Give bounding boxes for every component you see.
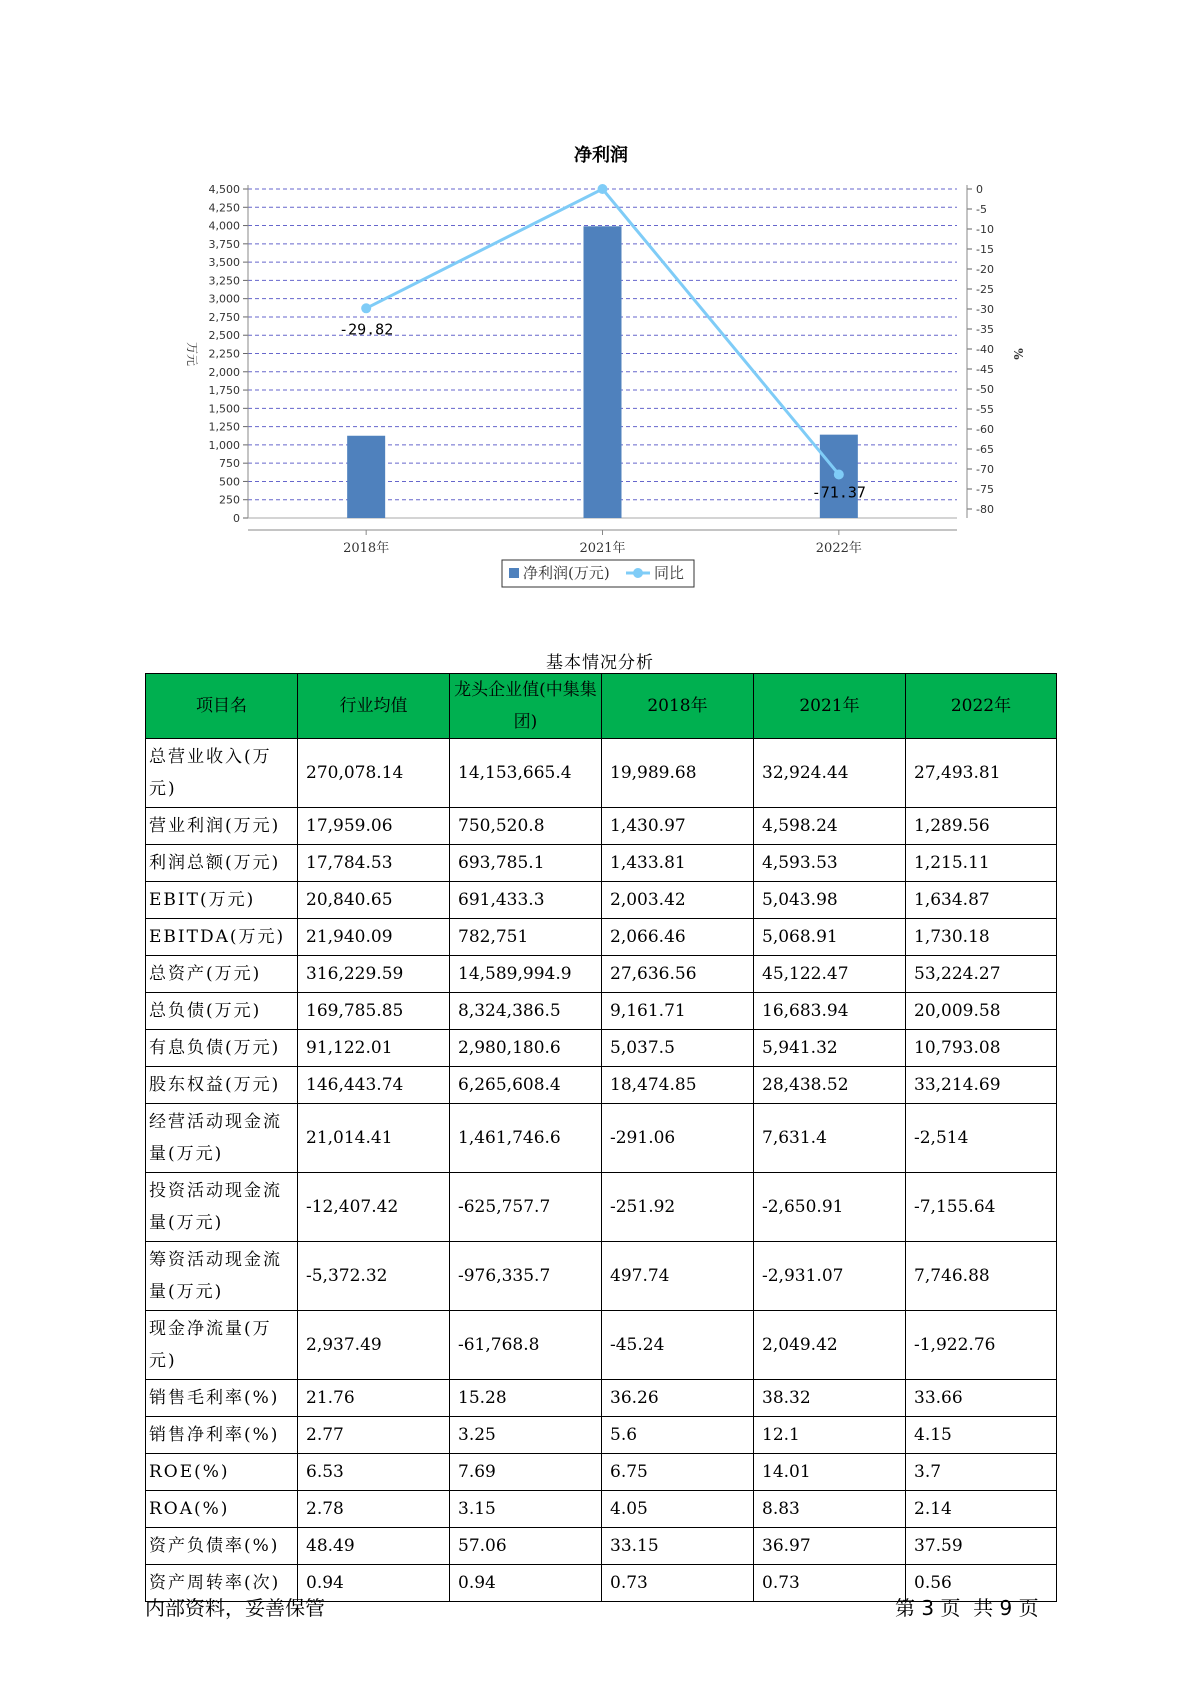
- y-tick-label: 4,500: [208, 183, 240, 196]
- value-cell: 18,474.85: [602, 1067, 754, 1104]
- table-row: [146, 1454, 1057, 1491]
- value-cell: 497.74: [602, 1242, 754, 1311]
- value-cell: 7,631.4: [754, 1104, 906, 1173]
- value-cell: 15.28: [450, 1380, 602, 1417]
- y-tick-label: 3,000: [208, 292, 240, 306]
- value-cell: -976,335.7: [450, 1242, 602, 1311]
- value-cell: -2,931.07: [754, 1242, 906, 1311]
- value-cell: 27,636.56: [602, 956, 754, 993]
- row-label-cell: 总营业收入(万元): [146, 739, 298, 808]
- y-tick-label: 4,000: [208, 219, 240, 233]
- value-cell: 20,840.65: [298, 882, 450, 919]
- y-tick-label: 2,750: [208, 310, 240, 324]
- row-label-cell: EBIT(万元): [146, 882, 298, 919]
- value-cell: 37.59: [906, 1528, 1057, 1565]
- value-cell: 0.94: [450, 1565, 602, 1602]
- value-cell: 750,520.8: [450, 808, 602, 845]
- legend-swatch-bar: [509, 568, 519, 578]
- value-cell: 5,941.32: [754, 1030, 906, 1067]
- value-cell: 146,443.74: [298, 1067, 450, 1104]
- value-cell: 17,959.06: [298, 808, 450, 845]
- value-cell: 0.56: [906, 1565, 1057, 1602]
- y-tick-label: 2,500: [208, 329, 240, 343]
- value-cell: 4.15: [906, 1417, 1057, 1454]
- bar-2021年: [584, 226, 622, 518]
- y2-tick-label: -70: [976, 463, 994, 476]
- value-cell: -1,922.76: [906, 1311, 1057, 1380]
- value-cell: 270,078.14: [298, 739, 450, 808]
- value-cell: 0.73: [602, 1565, 754, 1602]
- value-cell: 2,937.49: [298, 1311, 450, 1380]
- y-tick-label: 500: [219, 475, 240, 489]
- row-label-cell: 总资产(万元): [146, 956, 298, 993]
- value-cell: 19,989.68: [602, 739, 754, 808]
- row-label-cell: ROA(%): [146, 1491, 298, 1528]
- value-cell: 14,589,994.9: [450, 956, 602, 993]
- y-tick-label: 250: [219, 493, 240, 507]
- table-row: [146, 1491, 1057, 1528]
- legend-swatch-point: [633, 568, 643, 578]
- y2-tick-label: -5: [976, 203, 987, 216]
- row-label-cell: ROE(%): [146, 1454, 298, 1491]
- y2-tick-label: -75: [976, 483, 994, 496]
- value-cell: 3.7: [906, 1454, 1057, 1491]
- value-cell: 6.75: [602, 1454, 754, 1491]
- value-cell: -12,407.42: [298, 1173, 450, 1242]
- table-row: [146, 1528, 1057, 1565]
- table-row: [146, 993, 1057, 1030]
- value-cell: 16,683.94: [754, 993, 906, 1030]
- value-cell: 1,433.81: [602, 845, 754, 882]
- value-cell: 8,324,386.5: [450, 993, 602, 1030]
- footer-page-number: 第 3 页 共 9 页: [895, 1596, 1039, 1620]
- value-cell: 38.32: [754, 1380, 906, 1417]
- value-cell: 1,634.87: [906, 882, 1057, 919]
- y2-tick-label: -20: [976, 263, 994, 276]
- y-tick-label: 2,250: [208, 347, 240, 361]
- table-row: [146, 1380, 1057, 1417]
- value-cell: 2.78: [298, 1491, 450, 1528]
- value-cell: 21.76: [298, 1380, 450, 1417]
- value-cell: 782,751: [450, 919, 602, 956]
- value-cell: 0.94: [298, 1565, 450, 1602]
- value-cell: 1,730.18: [906, 919, 1057, 956]
- y2-tick-label: -25: [976, 283, 994, 296]
- row-label-cell: 经营活动现金流量(万元): [146, 1104, 298, 1173]
- value-cell: 28,438.52: [754, 1067, 906, 1104]
- row-label-cell: 销售净利率(%): [146, 1417, 298, 1454]
- row-label-cell: 有息负债(万元): [146, 1030, 298, 1067]
- value-cell: 1,215.11: [906, 845, 1057, 882]
- yoy-data-label: -71.37: [811, 483, 866, 502]
- table-row: [146, 1067, 1057, 1104]
- header-2018: 2018年: [602, 674, 754, 739]
- value-cell: 36.26: [602, 1380, 754, 1417]
- value-cell: 17,784.53: [298, 845, 450, 882]
- value-cell: 14,153,665.4: [450, 739, 602, 808]
- table-row: [146, 1173, 1057, 1242]
- y2-tick-label: -80: [976, 503, 994, 516]
- y2-tick-label: -40: [976, 343, 994, 356]
- chart-title: 净利润: [574, 145, 628, 166]
- y-axis-title: 万元: [185, 341, 199, 367]
- y2-tick-label: -15: [976, 243, 994, 256]
- row-label-cell: 资产负债率(%): [146, 1528, 298, 1565]
- row-label-cell: 销售毛利率(%): [146, 1380, 298, 1417]
- value-cell: -291.06: [602, 1104, 754, 1173]
- value-cell: 6.53: [298, 1454, 450, 1491]
- y2-tick-label: -55: [976, 403, 994, 416]
- value-cell: 33.15: [602, 1528, 754, 1565]
- row-label-cell: 总负债(万元): [146, 993, 298, 1030]
- header-2021: 2021年: [754, 674, 906, 739]
- footer-confidential-note: 内部资料，妥善保管: [145, 1596, 325, 1620]
- y-tick-label: 1,500: [208, 402, 240, 416]
- value-cell: -625,757.7: [450, 1173, 602, 1242]
- row-label-cell: 利润总额(万元): [146, 845, 298, 882]
- value-cell: 693,785.1: [450, 845, 602, 882]
- table-row: [146, 956, 1057, 993]
- header-industry-avg: 行业均值: [298, 674, 450, 739]
- y-tick-label: 3,250: [208, 274, 240, 288]
- value-cell: 4,598.24: [754, 808, 906, 845]
- value-cell: 7,746.88: [906, 1242, 1057, 1311]
- row-label-cell: 现金净流量(万元): [146, 1311, 298, 1380]
- value-cell: -2,650.91: [754, 1173, 906, 1242]
- table-row: [146, 919, 1057, 956]
- row-label-cell: 营业利润(万元): [146, 808, 298, 845]
- chart-canvas: [0, 0, 1191, 600]
- value-cell: 12.1: [754, 1417, 906, 1454]
- y2-axis-title: %: [1011, 348, 1025, 360]
- value-cell: 1,461,746.6: [450, 1104, 602, 1173]
- value-cell: 1,289.56: [906, 808, 1057, 845]
- value-cell: 32,924.44: [754, 739, 906, 808]
- header-2022: 2022年: [906, 674, 1057, 739]
- y-tick-label: 4,250: [208, 201, 240, 215]
- y-tick-label: 750: [219, 457, 240, 471]
- value-cell: 7.69: [450, 1454, 602, 1491]
- table-header-row: [146, 674, 1057, 739]
- value-cell: -2,514: [906, 1104, 1057, 1173]
- table-row: [146, 1417, 1057, 1454]
- value-cell: -5,372.32: [298, 1242, 450, 1311]
- x-tick-label: 2021年: [579, 541, 626, 556]
- y-tick-label: 1,750: [208, 384, 240, 398]
- table-row: [146, 1242, 1057, 1311]
- value-cell: 53,224.27: [906, 956, 1057, 993]
- yoy-data-label: -29.82: [339, 320, 394, 339]
- value-cell: 5,037.5: [602, 1030, 754, 1067]
- value-cell: 21,940.09: [298, 919, 450, 956]
- value-cell: 48.49: [298, 1528, 450, 1565]
- yoy-point-2018年: [361, 303, 371, 313]
- value-cell: 0.73: [754, 1565, 906, 1602]
- value-cell: 3.25: [450, 1417, 602, 1454]
- value-cell: -61,768.8: [450, 1311, 602, 1380]
- table-row: [146, 845, 1057, 882]
- value-cell: 14.01: [754, 1454, 906, 1491]
- value-cell: 2.14: [906, 1491, 1057, 1528]
- row-label-cell: 资产周转率(次): [146, 1565, 298, 1602]
- analysis-table: [145, 673, 1057, 1602]
- legend-label-net-profit: 净利润(万元): [523, 564, 610, 582]
- row-label-cell: 筹资活动现金流量(万元): [146, 1242, 298, 1311]
- value-cell: 2,980,180.6: [450, 1030, 602, 1067]
- x-tick-label: 2022年: [815, 541, 862, 556]
- value-cell: 691,433.3: [450, 882, 602, 919]
- y2-tick-label: -30: [976, 303, 994, 316]
- header-item-name: 项目名: [146, 674, 298, 739]
- value-cell: 36.97: [754, 1528, 906, 1565]
- value-cell: 5,068.91: [754, 919, 906, 956]
- y2-tick-label: -65: [976, 443, 994, 456]
- value-cell: -251.92: [602, 1173, 754, 1242]
- value-cell: 33,214.69: [906, 1067, 1057, 1104]
- value-cell: 6,265,608.4: [450, 1067, 602, 1104]
- value-cell: 27,493.81: [906, 739, 1057, 808]
- value-cell: 33.66: [906, 1380, 1057, 1417]
- y2-tick-label: -35: [976, 323, 994, 336]
- value-cell: 4.05: [602, 1491, 754, 1528]
- table-row: [146, 1311, 1057, 1380]
- value-cell: 4,593.53: [754, 845, 906, 882]
- legend-label-yoy: 同比: [654, 564, 685, 582]
- value-cell: 2,049.42: [754, 1311, 906, 1380]
- value-cell: 45,122.47: [754, 956, 906, 993]
- y2-tick-label: -45: [976, 363, 994, 376]
- y-tick-label: 3,750: [208, 237, 240, 251]
- table-row: [146, 808, 1057, 845]
- table-row: [146, 739, 1057, 808]
- y-tick-label: 2,000: [208, 365, 240, 379]
- header-leader-value: 龙头企业值(中集集团): [450, 674, 602, 739]
- value-cell: 8.83: [754, 1491, 906, 1528]
- y2-tick-label: -10: [976, 223, 994, 236]
- yoy-point-2021年: [598, 184, 608, 194]
- value-cell: 2.77: [298, 1417, 450, 1454]
- value-cell: -7,155.64: [906, 1173, 1057, 1242]
- y2-tick-label: 0: [976, 183, 983, 196]
- table-caption: 基本情况分析: [546, 653, 654, 673]
- value-cell: 1,430.97: [602, 808, 754, 845]
- y2-tick-label: -50: [976, 383, 994, 396]
- value-cell: 5.6: [602, 1417, 754, 1454]
- table-row: [146, 1030, 1057, 1067]
- value-cell: 21,014.41: [298, 1104, 450, 1173]
- value-cell: 169,785.85: [298, 993, 450, 1030]
- row-label-cell: 股东权益(万元): [146, 1067, 298, 1104]
- y-tick-label: 1,000: [208, 438, 240, 452]
- bar-2018年: [347, 436, 385, 518]
- value-cell: 5,043.98: [754, 882, 906, 919]
- y-tick-label: 3,500: [208, 256, 240, 270]
- value-cell: 9,161.71: [602, 993, 754, 1030]
- value-cell: 2,066.46: [602, 919, 754, 956]
- value-cell: 2,003.42: [602, 882, 754, 919]
- value-cell: 91,122.01: [298, 1030, 450, 1067]
- x-tick-label: 2018年: [343, 541, 390, 556]
- value-cell: 57.06: [450, 1528, 602, 1565]
- table-row: [146, 1104, 1057, 1173]
- value-cell: -45.24: [602, 1311, 754, 1380]
- value-cell: 10,793.08: [906, 1030, 1057, 1067]
- row-label-cell: 投资活动现金流量(万元): [146, 1173, 298, 1242]
- y2-tick-label: -60: [976, 423, 994, 436]
- value-cell: 20,009.58: [906, 993, 1057, 1030]
- value-cell: 316,229.59: [298, 956, 450, 993]
- yoy-point-2022年: [834, 469, 844, 479]
- row-label-cell: EBITDA(万元): [146, 919, 298, 956]
- net-profit-chart: [0, 0, 1191, 600]
- value-cell: 3.15: [450, 1491, 602, 1528]
- table-row: [146, 882, 1057, 919]
- y-tick-label: 1,250: [208, 420, 240, 434]
- y-tick-label: 0: [233, 512, 240, 525]
